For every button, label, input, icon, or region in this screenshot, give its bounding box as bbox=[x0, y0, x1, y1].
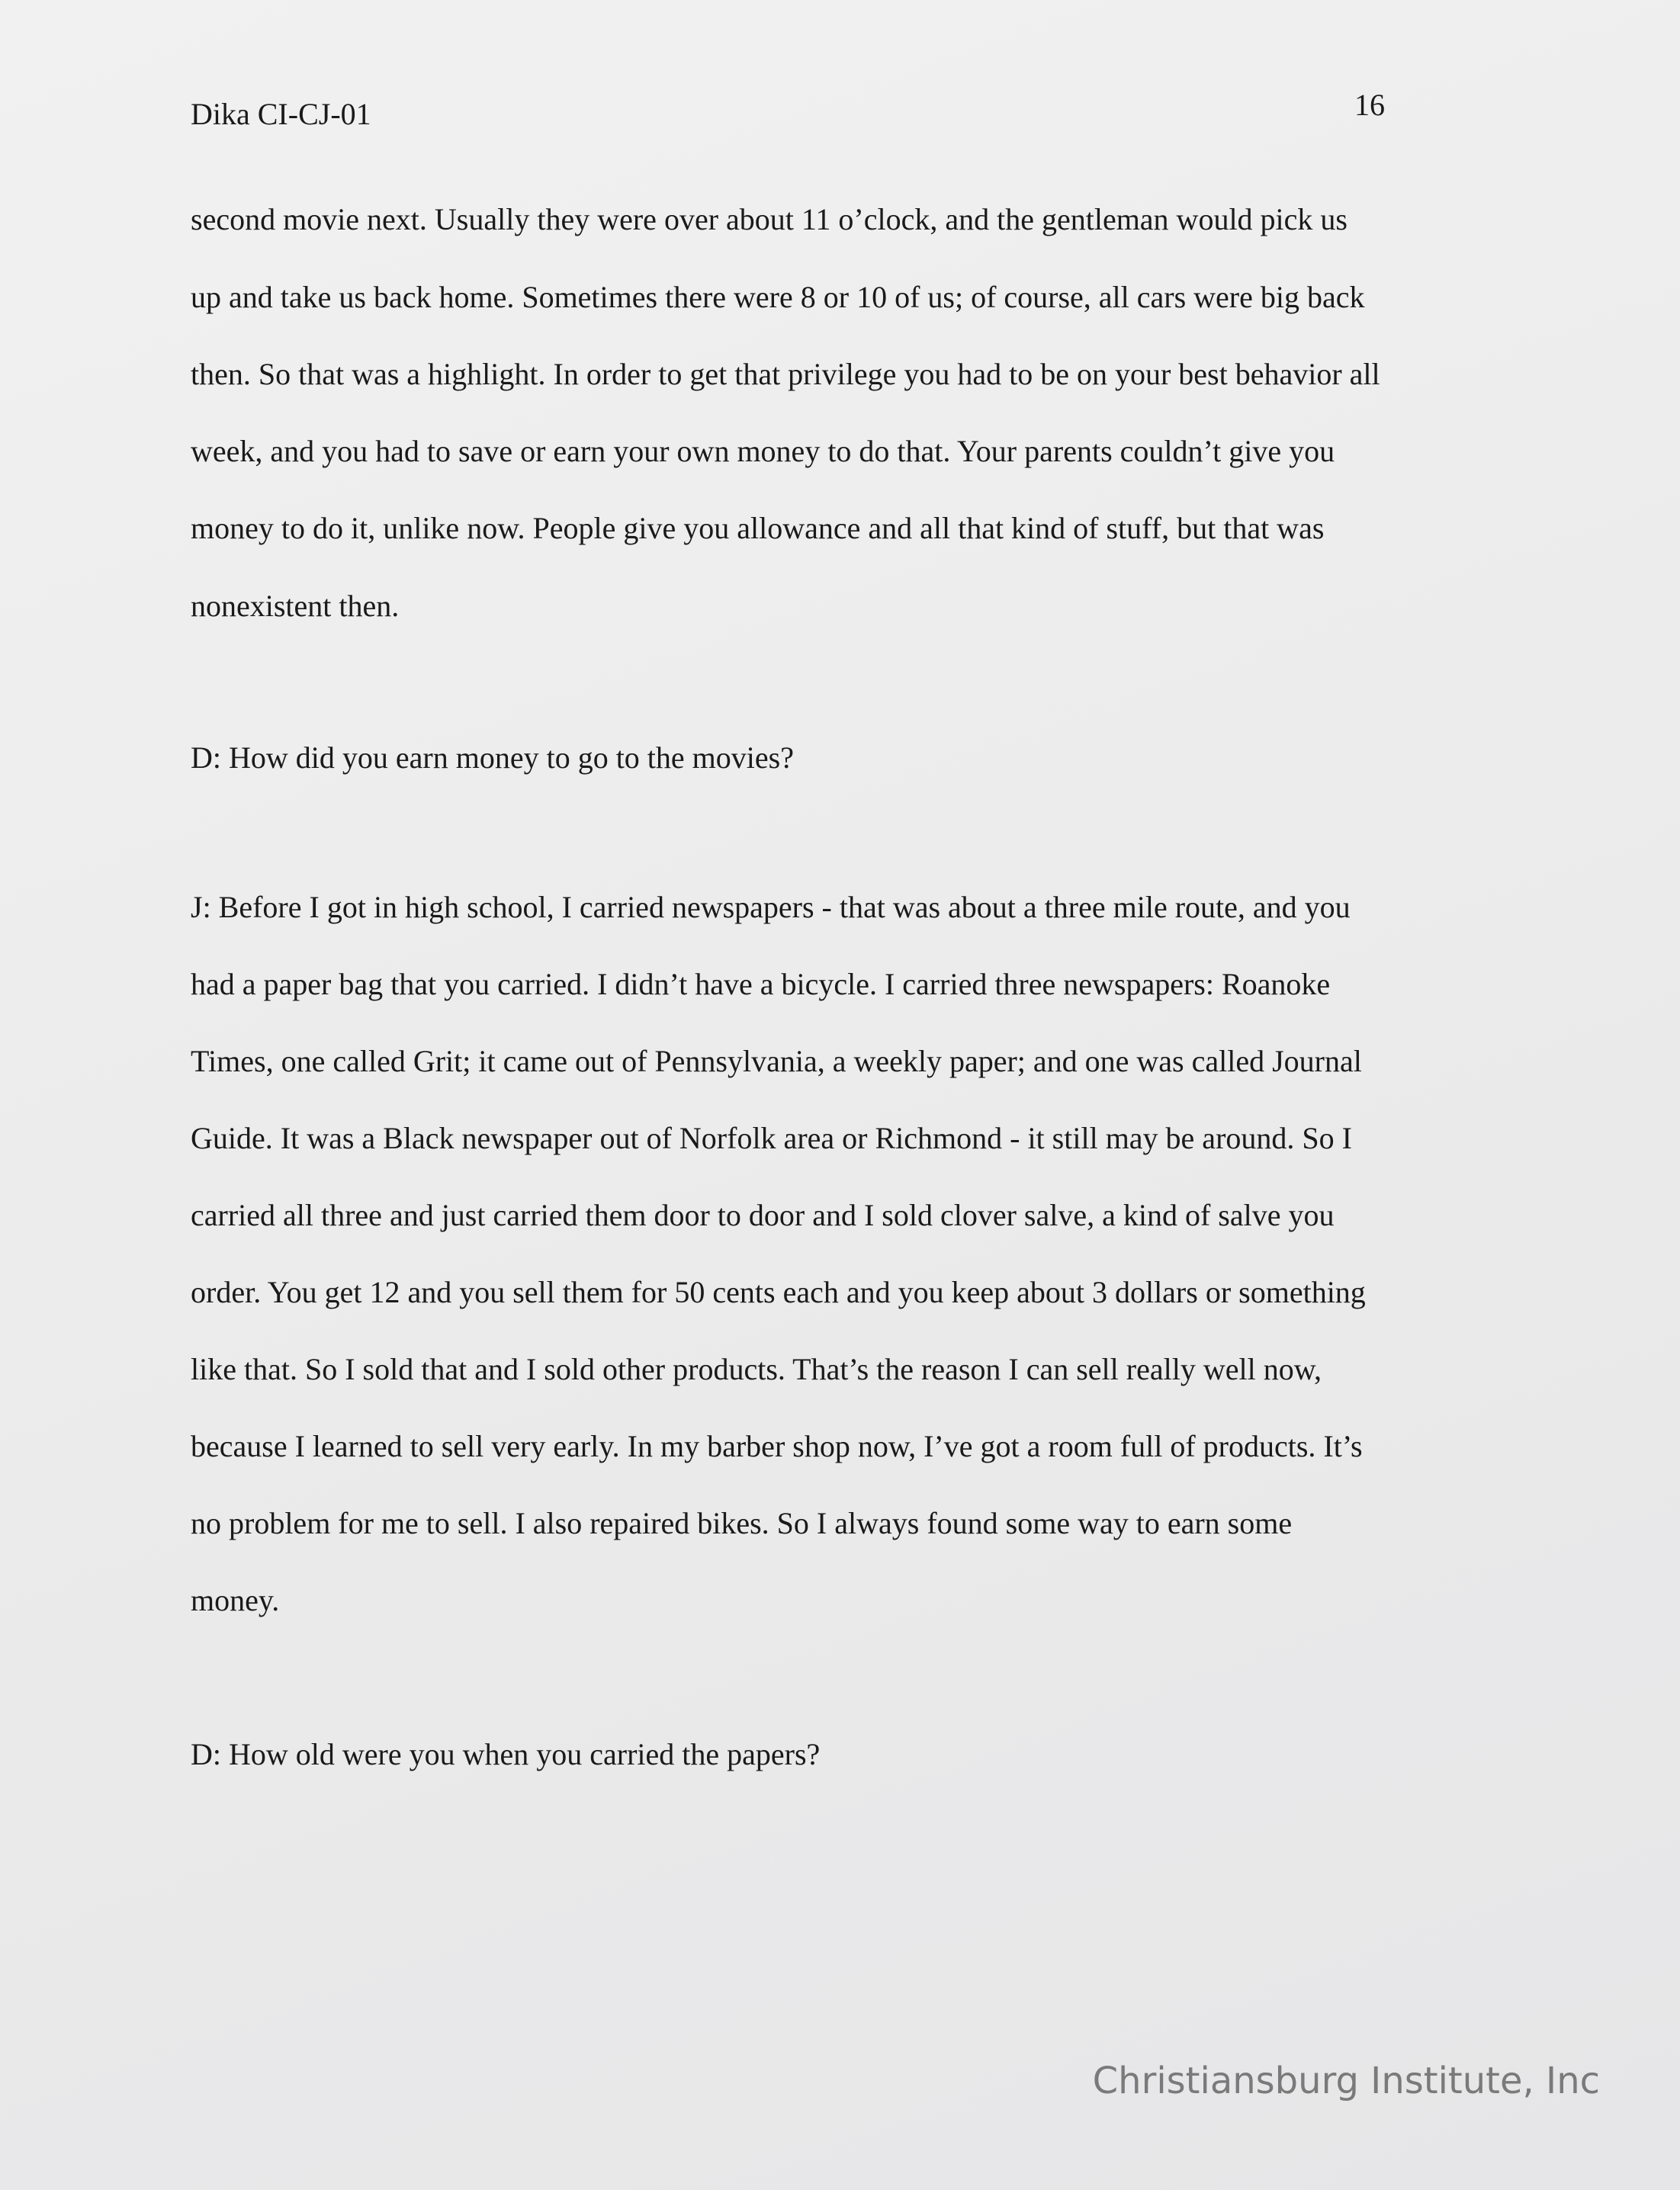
text-line: Times, one called Grit; it came out of Pennsylvania, a weekly paper; and one was called Journal bbox=[191, 1044, 1362, 1078]
page-number: 16 bbox=[1354, 88, 1385, 122]
text-line: had a paper bag that you carried. I didn’t have a bicycle. I carried three newspapers: Roanoke bbox=[191, 967, 1331, 1001]
text-line: money. bbox=[191, 1583, 280, 1617]
text-line: Guide. It was a Black newspaper out of Norfolk area or Richmond - it still may be around. So I bbox=[191, 1121, 1352, 1155]
watermark-text: Christiansburg Institute, Inc bbox=[1092, 2060, 1600, 2102]
text-line: order. You get 12 and you sell them for 50 cents each and you keep about 3 dollars or something bbox=[191, 1275, 1366, 1309]
text-line: because I learned to sell very early. In my barber shop now, I’ve got a room full of products. It’s bbox=[191, 1429, 1363, 1463]
interviewer-question: D: How old were you when you carried the papers? bbox=[191, 1737, 821, 1771]
text-line: then. So that was a highlight. In order to get that privilege you had to be on your best behavior all bbox=[191, 357, 1380, 391]
document-id: Dika CI-CJ-01 bbox=[191, 97, 371, 131]
text-line: up and take us back home. Sometimes there were 8 or 10 of us; of course, all cars were big back bbox=[191, 280, 1365, 314]
text-line: like that. So I sold that and I sold other products. That’s the reason I can sell really well now, bbox=[191, 1352, 1322, 1386]
text-line: second movie next. Usually they were over about 11 o’clock, and the gentleman would pick us bbox=[191, 202, 1348, 236]
text-line: J: Before I got in high school, I carried newspapers - that was about a three mile route, and you bbox=[191, 890, 1351, 924]
text-line: nonexistent then. bbox=[191, 589, 400, 623]
text-line: carried all three and just carried them door to door and I sold clover salve, a kind of salve you bbox=[191, 1198, 1335, 1232]
text-line: week, and you had to save or earn your own money to do that. Your parents couldn’t give you bbox=[191, 434, 1335, 468]
interviewer-question: D: How did you earn money to go to the movies? bbox=[191, 740, 794, 775]
text-line: no problem for me to sell. I also repaired bikes. So I always found some way to earn some bbox=[191, 1506, 1293, 1540]
text-line: money to do it, unlike now. People give you allowance and all that kind of stuff, but that was bbox=[191, 511, 1325, 545]
